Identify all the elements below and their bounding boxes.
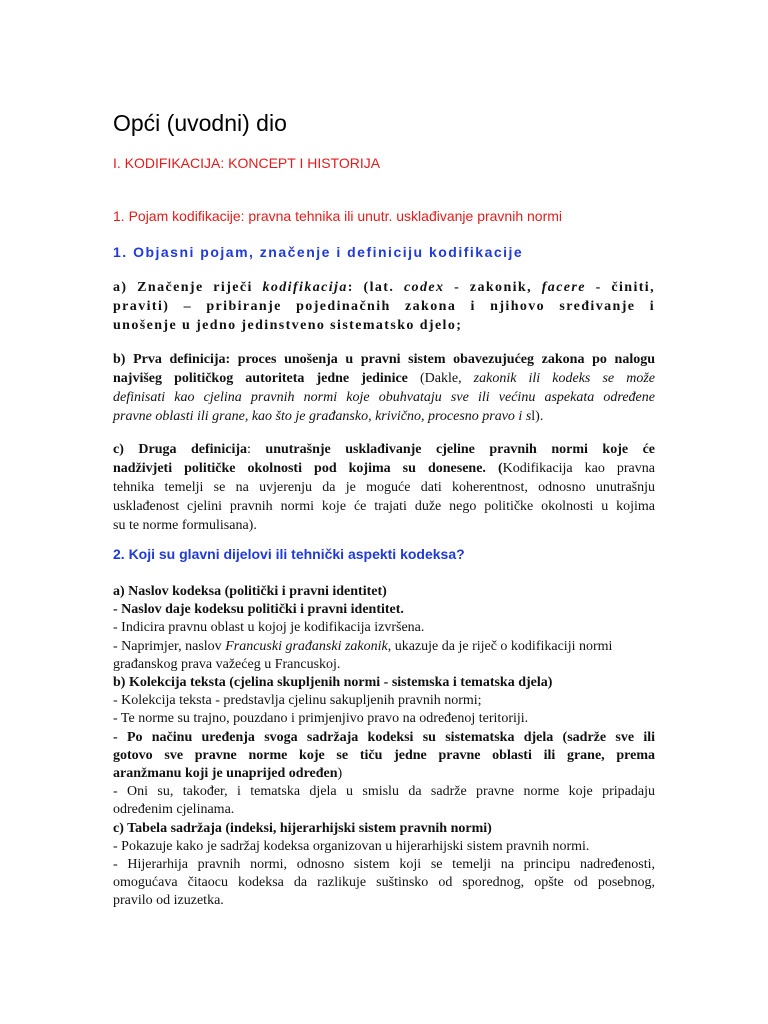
section-heading: I. KODIFIKACIJA: KONCEPT I HISTORIJA bbox=[113, 155, 381, 171]
list-item: gotovo sve pravne norme koje se tiču jedne pravne oblasti ili grane, prema bbox=[113, 747, 655, 763]
list-item: - Po načinu uređenja svoga sadržaja kodeksi su sistematska djela (sadrže sve ili bbox=[113, 729, 655, 745]
paragraph-c bbox=[113, 440, 655, 535]
list-item: - Indicira pravnu oblast u kojoj je kodifikacija izvršena. bbox=[113, 620, 425, 636]
list-item: - Naslov daje kodeksu politički i pravni identitet. bbox=[113, 602, 404, 618]
list-item: - Te norme su trajno, pouzdano i primjenjivo pravo na određenoj teritoriji. bbox=[113, 711, 529, 727]
list-item: - Naprimjer, naslov Francuski građanski zakonik, ukazuje da je riječ o kodifikaciji normi bbox=[113, 638, 613, 654]
code-parts-list bbox=[113, 583, 655, 911]
paragraph-b-line-3: definisati kao cjelina pravnih normi koje obuhvataju sve ili većinu aspekata određene bbox=[113, 390, 655, 405]
subsection-heading-2: 2. Koji su glavni dijelovi ili tehnički aspekti kodeksa? bbox=[113, 546, 465, 562]
list-item: aranžmanu koji je unaprijed određen) bbox=[113, 766, 343, 782]
paragraph-c-line-1: c) Druga definicija: unutrašnje usklađivanje cjeline pravnih normi koje će bbox=[113, 442, 656, 457]
subsection-heading-red: 1. Pojam kodifikacije: pravna tehnika ili unutr. usklađivanje pravnih normi bbox=[113, 208, 563, 224]
paragraph-a-line-2: praviti) – pribiranje pojedinačnih zakona i njihovo sređivanje i bbox=[113, 299, 655, 314]
paragraph-b-line-2: najvišeg političkog autoriteta jedne jedinice (Dakle, zakonik ili kodeks se može bbox=[113, 371, 655, 386]
list-item: - Hijerarhija pravnih normi, odnosno sistem koji se temelji na principu nadređenosti, bbox=[113, 857, 655, 873]
paragraph-b bbox=[113, 350, 655, 426]
list-item: - Kolekcija teksta - predstavlja cjelinu sakupljenih pravnih normi; bbox=[113, 693, 482, 709]
paragraph-c-line-5: su te norme formulisana). bbox=[113, 518, 257, 533]
list-item: omogućava čitaocu kodeksa da razlikuje suštinsko od sporednog, opšte od posebnog, bbox=[113, 875, 655, 891]
list-item: - Pokazuje kako je sadržaj kodeksa organizovan u hijerarhijski sistem pravnih normi. bbox=[113, 838, 590, 854]
list-item: pravilo od izuzetka. bbox=[113, 893, 224, 909]
paragraph-a-line-3: unošenje u jedno jedinstveno sistematsko djelo; bbox=[113, 318, 463, 333]
paragraph-c-line-2: nadživjeti političke okolnosti pod kojima su donesene. (Kodifikacija kao pravna bbox=[113, 461, 655, 476]
page-title: Opći (uvodni) dio bbox=[113, 110, 287, 136]
subsection-heading-blue: 1. Objasni pojam, značenje i definiciju kodifikacije bbox=[113, 244, 524, 260]
paragraph-a-line-1: a) Značenje riječi kodifikacija: (lat. codex - zakonik, facere - činiti, bbox=[113, 280, 655, 295]
list-heading-a: a) Naslov kodeksa (politički i pravni identitet) bbox=[113, 584, 387, 599]
list-item: građanskog prava važećeg u Francuskoj. bbox=[113, 656, 341, 672]
list-heading-c: c) Tabela sadržaja (indeksi, hijerarhijski sistem pravnih normi) bbox=[113, 820, 492, 836]
paragraph-c-line-3: tehnika temelji se na uvjerenju da je moguće dati koherentnost, odnosno unutrašnju bbox=[113, 480, 655, 495]
list-item: - Oni su, također, i tematska djela u smislu da sadrže pravne norme koje pripadaju bbox=[113, 784, 655, 800]
list-item: određenim cjelinama. bbox=[113, 802, 235, 818]
paragraph-a bbox=[113, 278, 655, 335]
paragraph-b-line-4: pravne oblasti ili grane, kao što je građansko, krivično, procesno pravo i sl). bbox=[113, 409, 544, 424]
paragraph-b-line-1: b) Prva definicija: proces unošenja u pravni sistem obavezujućeg zakona po nalogu bbox=[113, 352, 655, 367]
list-heading-b: b) Kolekcija teksta (cjelina skupljenih normi - sistemska i tematska djela) bbox=[113, 675, 553, 691]
paragraph-c-line-4: usklađenost cjelini pravnih normi koje će trajati duže nego političke okolnosti u kojima bbox=[113, 499, 655, 514]
